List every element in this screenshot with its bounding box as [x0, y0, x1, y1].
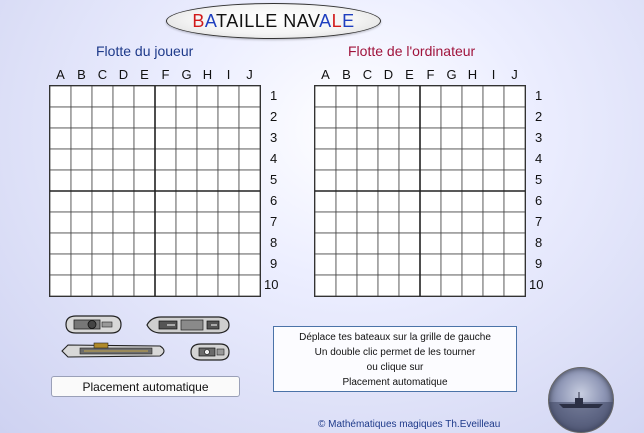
computer-cell-G9[interactable]: [441, 254, 462, 275]
column-label: E: [405, 67, 414, 82]
computer-cell-C8[interactable]: [357, 233, 378, 254]
computer-cell-I1[interactable]: [483, 86, 504, 107]
computer-cell-E5[interactable]: [399, 170, 420, 191]
player-cell-D8[interactable]: [113, 233, 134, 254]
player-cell-H4[interactable]: [197, 149, 218, 170]
player-cell-H2[interactable]: [197, 107, 218, 128]
player-cell-A3[interactable]: [50, 128, 71, 149]
computer-cell-A4[interactable]: [315, 149, 336, 170]
player-cell-E4[interactable]: [134, 149, 155, 170]
row-label: 8: [535, 235, 543, 250]
player-cell-A6[interactable]: [50, 191, 71, 212]
computer-cell-H1[interactable]: [462, 86, 483, 107]
computer-cell-J4[interactable]: [504, 149, 525, 170]
player-cell-C4[interactable]: [92, 149, 113, 170]
player-cell-F9[interactable]: [155, 254, 176, 275]
computer-cell-H2[interactable]: [462, 107, 483, 128]
computer-cell-C10[interactable]: [357, 275, 378, 296]
player-cell-D5[interactable]: [113, 170, 134, 191]
computer-cell-B1[interactable]: [336, 86, 357, 107]
player-cell-H8[interactable]: [197, 233, 218, 254]
player-grid-cells[interactable]: [50, 86, 260, 296]
column-label: F: [426, 67, 435, 82]
computer-cell-J5[interactable]: [504, 170, 525, 191]
title-letter: A: [226, 10, 239, 31]
player-cell-F5[interactable]: [155, 170, 176, 191]
computer-cell-G10[interactable]: [441, 275, 462, 296]
computer-cell-A2[interactable]: [315, 107, 336, 128]
computer-cell-C7[interactable]: [357, 212, 378, 233]
computer-cell-H7[interactable]: [462, 212, 483, 233]
row-label: 7: [270, 214, 278, 229]
player-cell-B4[interactable]: [71, 149, 92, 170]
player-cell-D2[interactable]: [113, 107, 134, 128]
column-label: A: [56, 67, 65, 82]
player-cell-D9[interactable]: [113, 254, 134, 275]
computer-cell-G6[interactable]: [441, 191, 462, 212]
player-cell-E2[interactable]: [134, 107, 155, 128]
row-label: 4: [535, 151, 543, 166]
row-label: 6: [270, 193, 278, 208]
computer-cell-B9[interactable]: [336, 254, 357, 275]
player-cell-G9[interactable]: [176, 254, 197, 275]
column-label: D: [383, 67, 394, 82]
boat-tray: [60, 312, 235, 368]
player-cell-H5[interactable]: [197, 170, 218, 191]
player-cell-C6[interactable]: [92, 191, 113, 212]
title-letter: N: [283, 10, 297, 31]
column-label: E: [140, 67, 149, 82]
player-cell-H9[interactable]: [197, 254, 218, 275]
player-cell-D7[interactable]: [113, 212, 134, 233]
player-cell-A9[interactable]: [50, 254, 71, 275]
computer-cell-I2[interactable]: [483, 107, 504, 128]
row-label: 9: [270, 256, 278, 271]
player-cell-D1[interactable]: [113, 86, 134, 107]
column-label: D: [118, 67, 129, 82]
player-cell-F4[interactable]: [155, 149, 176, 170]
computer-cell-I10[interactable]: [483, 275, 504, 296]
row-label: 9: [535, 256, 543, 271]
player-cell-G6[interactable]: [176, 191, 197, 212]
submarine-porthole-image: [548, 367, 614, 433]
computer-cell-H8[interactable]: [462, 233, 483, 254]
instruction-line: Placement automatique: [342, 377, 448, 388]
computer-cell-F7[interactable]: [420, 212, 441, 233]
player-cell-C5[interactable]: [92, 170, 113, 191]
computer-cell-B3[interactable]: [336, 128, 357, 149]
row-label: 6: [535, 193, 543, 208]
computer-cell-D4[interactable]: [378, 149, 399, 170]
player-cell-C1[interactable]: [92, 86, 113, 107]
player-cell-G7[interactable]: [176, 212, 197, 233]
computer-cell-F2[interactable]: [420, 107, 441, 128]
boat-small-icon[interactable]: [188, 341, 232, 363]
computer-cell-F5[interactable]: [420, 170, 441, 191]
player-cell-I3[interactable]: [218, 128, 239, 149]
title-letter: A: [319, 10, 332, 31]
player-cell-E7[interactable]: [134, 212, 155, 233]
player-cell-F3[interactable]: [155, 128, 176, 149]
player-cell-G4[interactable]: [176, 149, 197, 170]
player-cell-D6[interactable]: [113, 191, 134, 212]
auto-placement-button[interactable]: Placement automatique: [51, 376, 240, 397]
title-letter: I: [238, 10, 245, 31]
computer-cell-H5[interactable]: [462, 170, 483, 191]
instruction-line: Un double clic permet de les tourner: [314, 347, 476, 358]
row-label: 3: [270, 130, 278, 145]
computer-grid-cells[interactable]: [315, 86, 525, 296]
player-cell-I7[interactable]: [218, 212, 239, 233]
column-label: H: [202, 67, 213, 82]
row-label: 10: [264, 277, 279, 292]
row-label: 5: [535, 172, 543, 187]
title-letter: L: [254, 10, 266, 31]
computer-cell-C9[interactable]: [357, 254, 378, 275]
player-cell-A10[interactable]: [50, 275, 71, 296]
player-cell-I8[interactable]: [218, 233, 239, 254]
computer-cell-F3[interactable]: [420, 128, 441, 149]
column-label: C: [97, 67, 108, 82]
player-cell-A8[interactable]: [50, 233, 71, 254]
player-cell-B1[interactable]: [71, 86, 92, 107]
player-cell-E1[interactable]: [134, 86, 155, 107]
computer-cell-A3[interactable]: [315, 128, 336, 149]
player-cell-C3[interactable]: [92, 128, 113, 149]
player-cell-J7[interactable]: [239, 212, 260, 233]
computer-cell-E2[interactable]: [399, 107, 420, 128]
player-cell-I10[interactable]: [218, 275, 239, 296]
player-cell-I6[interactable]: [218, 191, 239, 212]
player-cell-H3[interactable]: [197, 128, 218, 149]
computer-cell-E8[interactable]: [399, 233, 420, 254]
player-cell-J9[interactable]: [239, 254, 260, 275]
computer-cell-F10[interactable]: [420, 275, 441, 296]
computer-cell-B7[interactable]: [336, 212, 357, 233]
player-cell-E5[interactable]: [134, 170, 155, 191]
column-label: I: [491, 67, 496, 82]
computer-cell-G5[interactable]: [441, 170, 462, 191]
player-cell-J1[interactable]: [239, 86, 260, 107]
computer-fleet-title: Flotte de l'ordinateur: [348, 43, 476, 59]
player-cell-E8[interactable]: [134, 233, 155, 254]
player-cell-A7[interactable]: [50, 212, 71, 233]
computer-cell-F1[interactable]: [420, 86, 441, 107]
computer-cell-A5[interactable]: [315, 170, 336, 191]
computer-cell-D8[interactable]: [378, 233, 399, 254]
player-cell-B10[interactable]: [71, 275, 92, 296]
computer-cell-A10[interactable]: [315, 275, 336, 296]
computer-cell-J6[interactable]: [504, 191, 525, 212]
player-cell-H6[interactable]: [197, 191, 218, 212]
game-title-text: [192, 11, 354, 32]
title-letter: A: [296, 10, 308, 31]
computer-cell-D2[interactable]: [378, 107, 399, 128]
player-cell-G10[interactable]: [176, 275, 197, 296]
player-cell-J3[interactable]: [239, 128, 260, 149]
submarine-silhouette-icon: [549, 368, 613, 432]
title-letter: E: [265, 10, 278, 31]
player-cell-B8[interactable]: [71, 233, 92, 254]
boat-long-icon[interactable]: [145, 315, 231, 335]
player-cell-F2[interactable]: [155, 107, 176, 128]
computer-cell-D7[interactable]: [378, 212, 399, 233]
computer-cell-D3[interactable]: [378, 128, 399, 149]
title-letter: A: [204, 10, 217, 31]
player-cell-H10[interactable]: [197, 275, 218, 296]
computer-cell-J1[interactable]: [504, 86, 525, 107]
computer-cell-J7[interactable]: [504, 212, 525, 233]
player-cell-B7[interactable]: [71, 212, 92, 233]
row-label: 10: [529, 277, 544, 292]
player-cell-C8[interactable]: [92, 233, 113, 254]
computer-cell-F4[interactable]: [420, 149, 441, 170]
player-grid[interactable]: [49, 85, 261, 297]
computer-cell-C3[interactable]: [357, 128, 378, 149]
player-cell-E3[interactable]: [134, 128, 155, 149]
computer-cell-D6[interactable]: [378, 191, 399, 212]
computer-cell-H9[interactable]: [462, 254, 483, 275]
computer-cell-B5[interactable]: [336, 170, 357, 191]
player-cell-H7[interactable]: [197, 212, 218, 233]
player-cell-D4[interactable]: [113, 149, 134, 170]
copyright-text: © Mathématiques magiques Th.Eveilleau: [318, 419, 501, 430]
player-cell-I4[interactable]: [218, 149, 239, 170]
computer-cell-E9[interactable]: [399, 254, 420, 275]
column-label: A: [321, 67, 330, 82]
computer-cell-B8[interactable]: [336, 233, 357, 254]
player-cell-H1[interactable]: [197, 86, 218, 107]
player-fleet-title: Flotte du joueur: [96, 43, 194, 59]
player-cell-F8[interactable]: [155, 233, 176, 254]
computer-cell-E3[interactable]: [399, 128, 420, 149]
column-label: H: [467, 67, 478, 82]
column-label: C: [362, 67, 373, 82]
computer-cell-G4[interactable]: [441, 149, 462, 170]
computer-cell-I5[interactable]: [483, 170, 504, 191]
player-cell-J5[interactable]: [239, 170, 260, 191]
computer-cell-J10[interactable]: [504, 275, 525, 296]
player-cell-I2[interactable]: [218, 107, 239, 128]
player-cell-F1[interactable]: [155, 86, 176, 107]
player-cell-A2[interactable]: [50, 107, 71, 128]
instruction-line: ou clique sur: [366, 362, 424, 373]
computer-cell-I8[interactable]: [483, 233, 504, 254]
computer-cell-J3[interactable]: [504, 128, 525, 149]
computer-cell-G3[interactable]: [441, 128, 462, 149]
computer-cell-D9[interactable]: [378, 254, 399, 275]
player-cell-A4[interactable]: [50, 149, 71, 170]
row-label: 3: [535, 130, 543, 145]
player-cell-B9[interactable]: [71, 254, 92, 275]
computer-cell-F8[interactable]: [420, 233, 441, 254]
computer-cell-H10[interactable]: [462, 275, 483, 296]
title-letter: L: [331, 10, 343, 31]
computer-cell-I6[interactable]: [483, 191, 504, 212]
submarine-icon[interactable]: [60, 341, 170, 361]
player-cell-B3[interactable]: [71, 128, 92, 149]
computer-cell-J2[interactable]: [504, 107, 525, 128]
computer-cell-D10[interactable]: [378, 275, 399, 296]
player-cell-A5[interactable]: [50, 170, 71, 191]
player-cell-G1[interactable]: [176, 86, 197, 107]
computer-cell-D1[interactable]: [378, 86, 399, 107]
player-cell-B6[interactable]: [71, 191, 92, 212]
title-letter: E: [342, 10, 355, 31]
computer-cell-A1[interactable]: [315, 86, 336, 107]
player-cell-C10[interactable]: [92, 275, 113, 296]
computer-cell-E7[interactable]: [399, 212, 420, 233]
player-cell-J2[interactable]: [239, 107, 260, 128]
game-title: [166, 3, 381, 39]
computer-cell-G7[interactable]: [441, 212, 462, 233]
player-cell-D10[interactable]: [113, 275, 134, 296]
computer-cell-G8[interactable]: [441, 233, 462, 254]
player-cell-B2[interactable]: [71, 107, 92, 128]
player-cell-C9[interactable]: [92, 254, 113, 275]
computer-cell-E4[interactable]: [399, 149, 420, 170]
computer-cell-A6[interactable]: [315, 191, 336, 212]
player-cell-J4[interactable]: [239, 149, 260, 170]
computer-cell-E10[interactable]: [399, 275, 420, 296]
computer-cell-A8[interactable]: [315, 233, 336, 254]
computer-cell-G2[interactable]: [441, 107, 462, 128]
player-cell-E6[interactable]: [134, 191, 155, 212]
player-cell-J8[interactable]: [239, 233, 260, 254]
player-cell-G2[interactable]: [176, 107, 197, 128]
computer-cell-C6[interactable]: [357, 191, 378, 212]
computer-cell-J9[interactable]: [504, 254, 525, 275]
boat-round-icon[interactable]: [62, 314, 125, 335]
computer-cell-C5[interactable]: [357, 170, 378, 191]
title-letter: V: [307, 10, 320, 31]
title-letter: B: [192, 10, 205, 31]
instructions-box: [273, 326, 517, 392]
computer-cell-B2[interactable]: [336, 107, 357, 128]
computer-cell-I4[interactable]: [483, 149, 504, 170]
row-label: 1: [535, 88, 543, 103]
player-cell-J10[interactable]: [239, 275, 260, 296]
player-cell-F7[interactable]: [155, 212, 176, 233]
column-label: G: [181, 67, 192, 82]
player-cell-F6[interactable]: [155, 191, 176, 212]
computer-cell-C1[interactable]: [357, 86, 378, 107]
computer-cell-F9[interactable]: [420, 254, 441, 275]
computer-cell-D5[interactable]: [378, 170, 399, 191]
computer-cell-E1[interactable]: [399, 86, 420, 107]
computer-cell-A9[interactable]: [315, 254, 336, 275]
computer-cell-E6[interactable]: [399, 191, 420, 212]
row-label: 1: [270, 88, 278, 103]
computer-cell-F6[interactable]: [420, 191, 441, 212]
row-label: 4: [270, 151, 278, 166]
player-cell-C2[interactable]: [92, 107, 113, 128]
player-cell-E10[interactable]: [134, 275, 155, 296]
player-cell-G5[interactable]: [176, 170, 197, 191]
computer-cell-I9[interactable]: [483, 254, 504, 275]
title-letter: L: [244, 10, 255, 31]
computer-cell-H4[interactable]: [462, 149, 483, 170]
player-cell-E9[interactable]: [134, 254, 155, 275]
computer-cell-H6[interactable]: [462, 191, 483, 212]
player-cell-F10[interactable]: [155, 275, 176, 296]
player-cell-I5[interactable]: [218, 170, 239, 191]
column-label: B: [342, 67, 351, 82]
computer-cell-B10[interactable]: [336, 275, 357, 296]
instruction-line: Déplace tes bateaux sur la grille de gauche: [299, 332, 491, 343]
column-label: G: [446, 67, 457, 82]
player-cell-B5[interactable]: [71, 170, 92, 191]
row-label: 5: [270, 172, 278, 187]
player-cell-C7[interactable]: [92, 212, 113, 233]
computer-cell-B4[interactable]: [336, 149, 357, 170]
computer-cell-I7[interactable]: [483, 212, 504, 233]
row-label: 2: [270, 109, 278, 124]
player-cell-I9[interactable]: [218, 254, 239, 275]
computer-cell-B6[interactable]: [336, 191, 357, 212]
computer-cell-C4[interactable]: [357, 149, 378, 170]
computer-cell-A7[interactable]: [315, 212, 336, 233]
player-cell-D3[interactable]: [113, 128, 134, 149]
player-cell-J6[interactable]: [239, 191, 260, 212]
player-cell-A1[interactable]: [50, 86, 71, 107]
title-letter: T: [216, 10, 227, 31]
row-label: 8: [270, 235, 278, 250]
player-cell-G3[interactable]: [176, 128, 197, 149]
column-label: B: [77, 67, 86, 82]
computer-grid[interactable]: [314, 85, 526, 297]
row-label: 7: [535, 214, 543, 229]
computer-cell-C2[interactable]: [357, 107, 378, 128]
row-label: 2: [535, 109, 543, 124]
computer-cell-G1[interactable]: [441, 86, 462, 107]
column-label: I: [226, 67, 231, 82]
column-label: J: [246, 67, 253, 82]
player-cell-G8[interactable]: [176, 233, 197, 254]
player-cell-I1[interactable]: [218, 86, 239, 107]
computer-cell-I3[interactable]: [483, 128, 504, 149]
column-label: F: [161, 67, 170, 82]
computer-cell-H3[interactable]: [462, 128, 483, 149]
column-label: J: [511, 67, 518, 82]
computer-cell-J8[interactable]: [504, 233, 525, 254]
